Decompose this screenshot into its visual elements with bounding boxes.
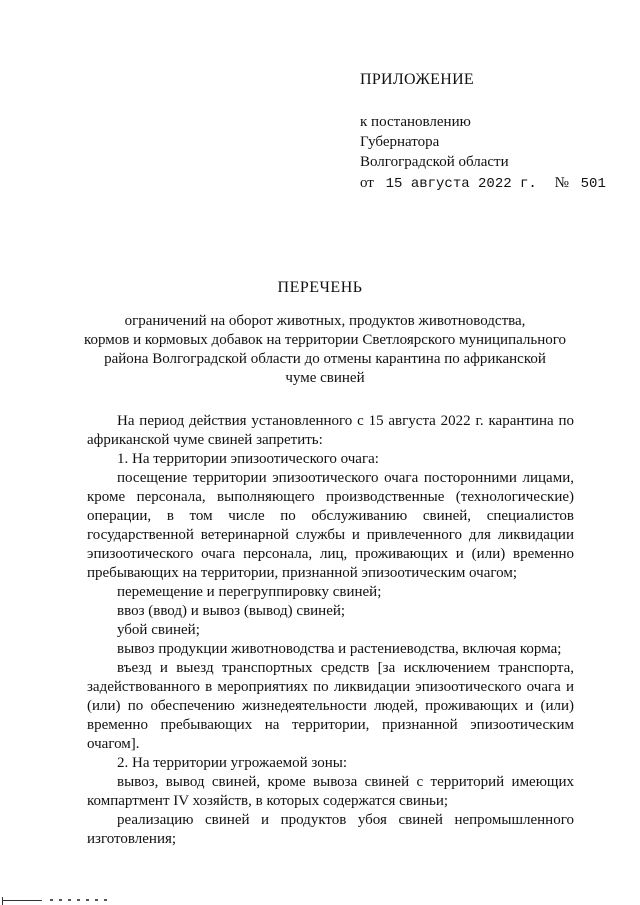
- body-paragraph: реализацию свиней и продуктов убоя свиней непромышленного изготовления;: [87, 812, 574, 847]
- decree-number: 501: [580, 176, 606, 192]
- appendix-line-2: Губернатора: [360, 134, 440, 150]
- body-paragraph: посещение территории эпизоотического очага посторонними лицами, кроме персонала, выполняющего производственные (технологические) операции, в том числе по обслуживанию свиней, специалистов государственной ветеринарной службы и привлеченного для ликвидации эпизоотического очага персонала, лиц, проживающих и (или) временно пребывающих на территории, признанной эпизоотическим очагом;: [87, 470, 574, 581]
- body-paragraph: вывоз продукции животноводства и растениеводства, включая корма;: [117, 641, 562, 657]
- subtitle-line: чуме свиней: [285, 370, 365, 386]
- body-paragraph: ввоз (ввод) и вывоз (вывод) свиней;: [117, 603, 346, 619]
- document-title: ПЕРЕЧЕНЬ: [277, 279, 363, 296]
- scan-footer-mark: [0, 897, 110, 905]
- body-paragraph: убой свиней;: [117, 622, 200, 638]
- date-prefix: от: [360, 175, 374, 191]
- body-paragraph: въезд и выезд транспортных средств [за исключением транспорта, задействованного в мероприятиях по ликвидации эпизоотического очага и (или) по обеспечению жизнедеятельности людей, проживающих и (или) временно пребывающих на территории, признанной эпизоотическим очагом].: [87, 660, 574, 752]
- decree-date: 15 августа 2022 г.: [385, 176, 537, 192]
- document-body: [87, 412, 574, 849]
- subtitle-line: ограничений на оборот животных, продуктов животноводства,: [124, 313, 526, 329]
- section-heading-1: 1. На территории эпизоотического очага:: [117, 451, 379, 467]
- appendix-line-1: к постановлению: [360, 114, 471, 130]
- subtitle-line: кормов и кормовых добавок на территории Светлоярского муниципального: [83, 332, 567, 348]
- appendix-title: ПРИЛОЖЕНИЕ: [360, 71, 475, 88]
- decree-date-line: [360, 175, 606, 192]
- body-paragraph: вывоз, вывод свиней, кроме вывоза свиней с территорий имеющих компартмент IV хозяйств, в которых содержатся свиньи;: [87, 774, 574, 809]
- document-subtitle: [80, 312, 570, 388]
- subtitle-line: района Волгоградской области до отмены карантина по африканской: [104, 351, 546, 367]
- body-paragraph: перемещение и перегруппировку свиней;: [117, 584, 382, 600]
- section-heading-2: 2. На территории угрожаемой зоны:: [117, 755, 347, 771]
- body-paragraph-intro: На период действия установленного с 15 августа 2022 г. карантина по африканской чуме свиней запретить:: [87, 413, 574, 448]
- appendix-line-3: Волгоградской области: [360, 154, 509, 170]
- number-sign: №: [554, 175, 569, 191]
